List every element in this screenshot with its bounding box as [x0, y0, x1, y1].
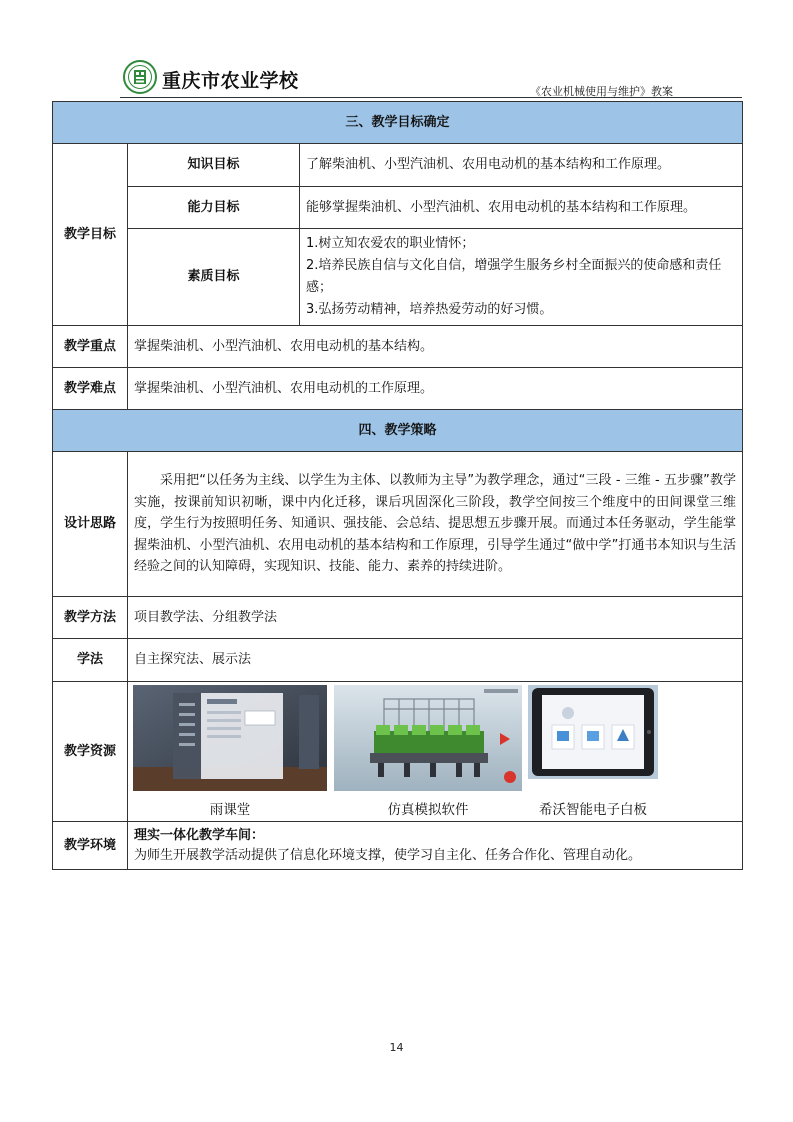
difficulty-row [53, 368, 743, 410]
ability-goal-text: 能够掌握柴油机、小型汽油机、农用电动机的基本结构和工作原理。 [300, 187, 743, 229]
resource-caption: 仿真模拟软件 [387, 802, 469, 818]
learning-text: 自主探究法、展示法 [128, 639, 743, 682]
ability-goal-row [53, 187, 743, 229]
environment-cell [128, 822, 743, 870]
resources-cell [128, 682, 743, 822]
rain-classroom-screenshot [133, 685, 327, 791]
page-header [0, 0, 793, 100]
environment-title: 理实一体化教学车间： [134, 827, 265, 843]
learning-row [53, 639, 743, 682]
method-text: 项目教学法、分组教学法 [128, 597, 743, 639]
design-text [128, 452, 743, 597]
design-label: 设计思路 [53, 452, 128, 597]
method-row [53, 597, 743, 639]
lesson-plan-table [52, 101, 743, 870]
section3-title: 三、教学目标确定 [53, 102, 743, 144]
school-emblem-icon [123, 60, 157, 94]
ability-goal-label: 能力目标 [128, 187, 300, 229]
design-paragraph: 采用把“以任务为主线、以学生为主体、以教师为主导”为教学理念，通过“三段 - 三维 - 五步骤”教学实施，按课前知识初晰，课中内化迁移，课后巩固深化三阶段，教学空间按三个维度中的田间课堂三维度，学生行为按照明任务、知通识、强技能、会总结、提思想五步骤开展。而通过本任务驱动，学生能掌握柴油机、小型汽油机、农用电动机的基本结构和工作原理，引导学生通过“做中学”打通书本知识与生活经验之间的认知障碍，实现知识、技能、能力、素养的持续进阶。 [134, 473, 737, 575]
tablet-whiteboard [528, 685, 658, 779]
section4-title: 四、教学策略 [53, 410, 743, 452]
design-row [53, 452, 743, 597]
quality-goal-line: 2.培养民族自信与文化自信，增强学生服务乡村全面振兴的使命感和责任感； [306, 258, 722, 295]
difficulty-label: 教学难点 [53, 368, 128, 410]
resources-label: 教学资源 [53, 682, 128, 822]
document-title: 《农业机械使用与维护》教案 [530, 85, 673, 98]
knowledge-goal-label: 知识目标 [128, 144, 300, 187]
resource-caption: 希沃智能电子白板 [539, 802, 647, 818]
method-label: 教学方法 [53, 597, 128, 639]
key-point-label: 教学重点 [53, 326, 128, 368]
quality-goal-line: 3.弘扬劳动精神，培养热爱劳动的好习惯。 [306, 302, 553, 317]
teaching-goals-label: 教学目标 [53, 144, 128, 326]
resources-gallery [128, 682, 742, 821]
resource-caption: 雨课堂 [209, 802, 251, 818]
header-divider [120, 97, 742, 98]
rice-transplanter-simulation [334, 685, 522, 791]
knowledge-goal-text: 了解柴油机、小型汽油机、农用电动机的基本结构和工作原理。 [300, 144, 743, 187]
section4-header-row [53, 410, 743, 452]
environment-text: 为师生开展教学活动提供了信息化环境支撑，使学习自主化、任务合作化、管理自动化。 [134, 847, 642, 863]
section3-header-row [53, 102, 743, 144]
quality-goal-row [53, 229, 743, 326]
environment-row [53, 822, 743, 870]
knowledge-goal-row [53, 144, 743, 187]
quality-goal-line: 1.树立知农爱农的职业情怀； [306, 236, 475, 251]
environment-label: 教学环境 [53, 822, 128, 870]
page-number: 14 [389, 1041, 404, 1054]
school-name: 重庆市农业学校 [162, 70, 299, 92]
key-point-text: 掌握柴油机、小型汽油机、农用电动机的基本结构。 [128, 326, 743, 368]
key-point-row [53, 326, 743, 368]
learning-label: 学法 [53, 639, 128, 682]
quality-goal-text [300, 229, 743, 326]
quality-goal-label: 素质目标 [128, 229, 300, 326]
difficulty-text: 掌握柴油机、小型汽油机、农用电动机的工作原理。 [128, 368, 743, 410]
resources-row [53, 682, 743, 822]
